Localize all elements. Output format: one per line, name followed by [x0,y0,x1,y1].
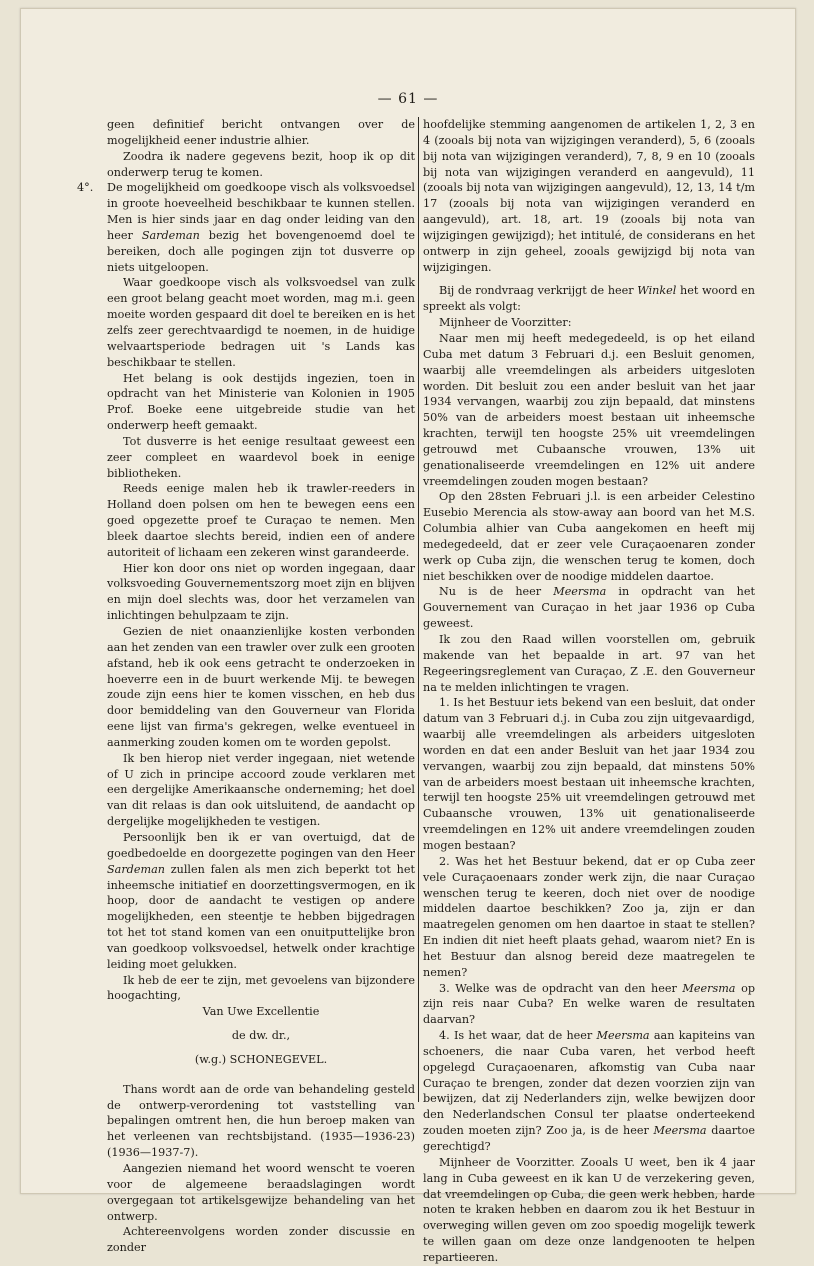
paragraph: Persoonlijk ben ik er van overtuigd, dat de goedbedoelde en doorgezette pogingen van den Heer Sardeman zullen falen als men zich beperkt tot het inheemsche initiatief en doorzettingsvermogen, en ik hoop, door de aandacht te vestigen op andere mogelijkheden, een steentje te hebben bijgedragen tot het tot stand komen van een onuitputtelijke bron van goedkoop volksvoedsel, hetwelk onder krachtige leiding moet gelukken. [107,830,415,971]
paragraph: Thans wordt aan de orde van behandeling gesteld de ontwerp-verordening tot vaststelling van bepalingen omtrent hen, die hun beroep maken van het verleenen van rechtsbijstand. (1935—1936-23) (1936—1937-7). [107,1082,415,1160]
paragraph: Achtereenvolgens worden zonder discussie en zonder [107,1225,415,1255]
column-divider [418,117,419,1102]
spacer [107,1068,415,1082]
document-page [20,8,796,1264]
paragraph: Ik heb de eer te zijn, met gevoelens van bijzondere hoogachting, [107,973,415,1003]
closing-servant: de dw. dr., [231,1029,291,1043]
question-paragraph: 4. Is het waar, dat de heer Meersma aan kapiteins van schoeners, die naar Cuba varen, het verbod heeft opgelegd Curaçaoenaren, afkomstig van Cuba naar Curaçao te brengen, zonder dat dezen voorzien zijn van bewijzen, dat zij Nederlanders zijn, welke bewijzen door den Nederlandschen Consul ter plaatse onderteekend zouden moeten zijn? Zoo ja, is de heer Meersma daartoe gerechtigd? [423,1029,755,1153]
italic-name: Sardeman [107,862,165,876]
paragraph: Aangezien niemand het woord wenscht te voeren voor de algemeene beraadslagingen wordt overgegaan tot artikelsgewijze behandeling van het ontwerp. [107,1162,415,1223]
item-number: 4°. [77,181,94,195]
paragraph: Reeds eenige malen heb ik trawler-reeders in Holland doen polsen om hen te bewegen eens een goed opgezette proef te Curaçao te nemen. Men bleek daartoe slechts bereid, indien een of andere autoriteit of lichaam een zekeren winst garandeerde. [107,482,415,559]
paragraph: Het belang is ook destijds ingezien, toen in opdracht van het Ministerie van Kolonien in 1905 Prof. Boeke eene uitgebreide studie van het onderwerp heeft gemaakt. [107,371,415,433]
italic-name: Meersma [553,585,607,599]
paragraph-text: De mogelijkheid om goedkoope visch als volksvoedsel in groote hoeveelheid beschikbaar te kunnen stellen. Men is hier sinds jaar en dag onder leiding van den heer Sardeman bezig het bovengenoemd doel te bereiken, doch alle pogingen zijn tot dusverre op niets uitgeloopen. [107,181,415,274]
page-number: — 61 — [377,91,439,107]
question-paragraph: 3. Welke was de opdracht van den heer Meersma op zijn reis naar Cuba? En welke waren de resultaten daarvan? [423,981,755,1027]
question-paragraph: 1. Is het Bestuur iets bekend van een besluit, dat onder datum van 3 Februari d.j. in Cuba zou zijn uitgevaardigd, waarbij alle vreemdelingen als arbeiders uitgesloten worden en dat een ander Besluit van het jaar 1934 zou vervangen, waarbij zou zijn bepaald, dat minstens 50% van de arbeiders moest bestaan uit inheemsche krachten, terwijl ten hoogste 25% uit vreemdelingen getrouwd met Cubaansche vrouwen, 13% uit genationaliseerde vreemdelingen en 12% uit andere vreemdelingen zouden mogen bestaan? [423,696,755,852]
paragraph: Naar men mij heeft medegedeeld, is op het eiland Cuba met datum 3 Februari d.j. een Besluit genomen, waarbij alle vreemdelingen als arbeiders uitgesloten worden. Dit besluit zou een ander besluit van het jaar 1934 vervangen, waarbij zou zijn bepaald, dat minstens 50% van de arbeiders moest bestaan uit inheemsche krachten, terwijl ten hoogste 25% uit vreemdelingen getrouwd met Cubaansche vrouwen, 13% uit genationaliseerde vreemdelingen en 12% uit andere vreemdelingen zouden mogen bestaan? [423,331,755,488]
closing-salutation: Van Uwe Excellentie [202,1005,320,1019]
paragraph: Op den 28sten Februari j.l. is een arbeider Celestino Eusebio Merencia als stow-away aan boord van het M.S. Columbia alhier van Cuba aangekomen en heeft mij medegedeeld, dat er zeer vele Curaçaoenaren zonder werk op Cuba zijn, die wenschen terug te komen, doch niet beschikken over de noodige middelen daartoe. [423,490,755,583]
numbered-paragraph [77,180,415,275]
spacer [423,275,755,283]
question-paragraph: 2. Was het het Bestuur bekend, dat er op Cuba zeer vele Curaçaoenaars zonder werk zijn, die naar Curaçao wenschen terug te keeren, doch niet over de noodige middelen daartoe beschikken? Zoo ja, zijn er dan maatregelen genomen om hen daartoe in staat te stellen? En indien dit niet heeft plaats gehad, waarom niet? En is het Bestuur dan alsnog bereid deze maatregelen te nemen? [423,854,755,979]
signature: (w.g.) SCHONEGEVEL. [194,1052,328,1066]
italic-name: Meersma [682,981,736,995]
paragraph: Ik ben hierop niet verder ingegaan, niet wetende of U zich in principe accoord zoude verklaren met een dergelijke Amerikaansche onderneming; het doel van dit relaas is dan ook uitsluitend, de aandacht op dergelijke mogelijkheden te vestigen. [107,751,415,829]
right-column [423,117,755,1266]
italic-name: Winkel [637,284,677,298]
paragraph: Ik zou den Raad willen voorstellen om, gebruik makende van het bepaalde in art. 97 van het Regeeringsreglement van Curaçao, Z .E. den Gouverneur na te melden inlichtingen te vragen. [423,633,755,694]
italic-name: Sardeman [141,228,200,242]
paragraph: Nu is de heer Meersma in opdracht van het Gouvernement van Curaçao in het jaar 1936 op Cuba geweest. [423,585,755,631]
italic-name: Meersma [596,1029,650,1043]
paragraph: hoofdelijke stemming aangenomen de artikelen 1, 2, 3 en 4 (zooals bij nota van wijzigingen veranderd), 5, 6 (zooals bij nota van wijzigingen veranderd), 7, 8, 9 en 10 (zooals bij nota van wijzigingen veranderd en aangevuld), 11 (zooals bij nota van wijzigingen aangevuld), 12, 13, 14 t/m 17 (zooals bij nota van wijzigingen veranderd en aangevuld), art. 18, art. 19 (zooals bij nota van wijzigingen gewijzigd); het intitulé, de considerans en het ontwerp in zijn geheel, zooals gewijzigd bij nota van wijzigingen. [423,118,755,274]
paragraph: Zoodra ik nadere gegevens bezit, hoop ik op dit onderwerp terug te komen. [107,149,415,179]
paragraph: Hier kon door ons niet op worden ingegaan, daar volksvoeding Gouvernementszorg moet zijn en blijven en mijn doel slechts was, door het verzamelen van inlichtingen behulpzaam te zijn. [107,561,415,623]
paragraph: Bij de rondvraag verkrijgt de heer Winkel het woord en spreekt als volgt: [423,284,755,314]
paragraph: geen definitief bericht ontvangen over de mogelijkheid eener industrie alhier. [107,118,415,147]
italic-name: Meersma [653,1124,707,1138]
paragraph: Waar goedkoope visch als volksvoedsel van zulk een groot belang geacht moet worden, mag m.i. geen moeite worden gespaard dit doel te bereiken en is het zelfs zeer gerechtvaardigd te noemen, in de huidige welvaartsperiode bedragen uit 's Lands kas beschikbaar te stellen. [107,276,415,369]
paragraph: Tot dusverre is het eenige resultaat geweest een zeer compleet en waardevol boek in eenige bibliotheken. [107,434,415,480]
left-column [77,117,415,1256]
paragraph: Mijnheer de Voorzitter. Zooals U weet, ben ik 4 jaar lang in Cuba geweest en ik kan U de verzekering geven, dat vreemdelingen op Cuba, die geen werk hebben, harde noten te kraken hebben en daarom zou ik het Bestuur in overweging willen geven om zoo spoedig mogelijk tewerk te willen gaan om deze onze landgenooten te helpen repartieeren. [423,1155,755,1264]
paragraph: Gezien de niet onaanzienlijke kosten verbonden aan het zenden van een trawler over zulk een grooten afstand, heb ik ook eens getracht te onderzoeken in hoeverre een in de buurt werkende Mij. te bewegen zoude zijn eens hier te komen visschen, en heb dus door bemiddeling van den Gouverneur van Florida eene lijst van firma's gekregen, welke eventueel in aanmerking zouden komen om te worden gepolst. [107,625,415,749]
paragraph: Mijnheer de Voorzitter: [439,316,572,330]
